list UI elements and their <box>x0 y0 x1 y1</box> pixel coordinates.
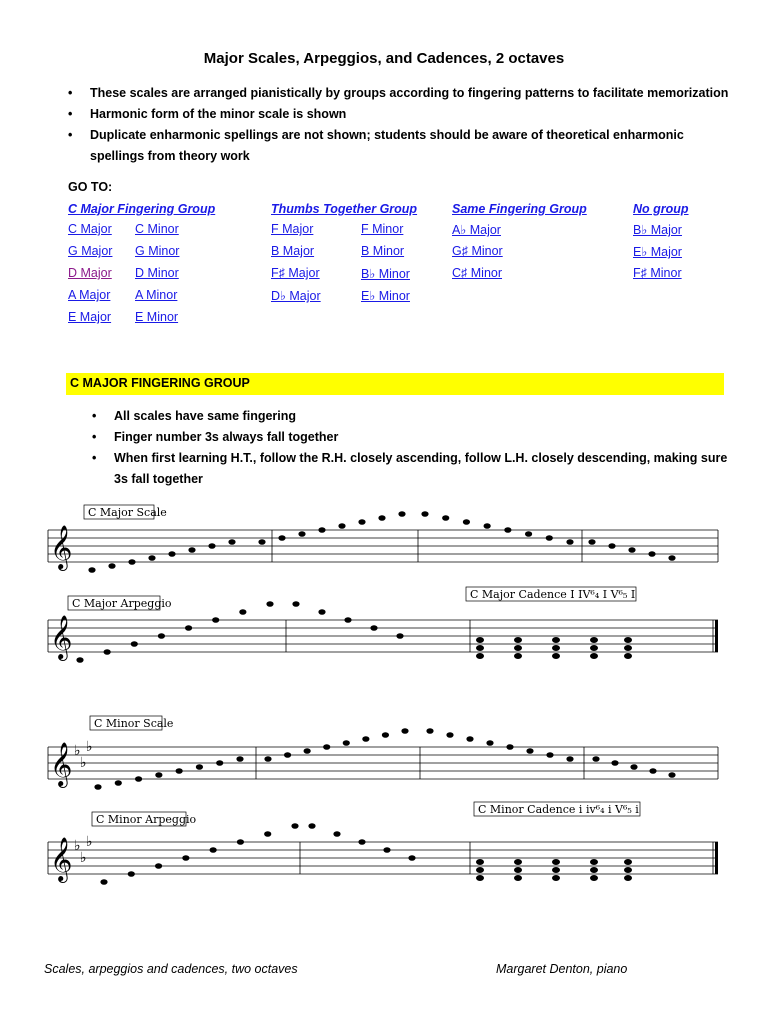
note-head <box>358 519 365 525</box>
chord-note <box>624 859 632 865</box>
section-bullet: • Finger number 3s always fall together <box>90 427 730 448</box>
link-c-minor[interactable]: C Minor <box>135 222 179 236</box>
link-d-flat-major[interactable]: D♭ Major <box>271 289 321 303</box>
note-head <box>484 523 491 529</box>
note-head <box>228 539 235 545</box>
label-c-major-scale: C Major Scale <box>88 506 167 519</box>
label-c-major-arpeggio: C Major Arpeggio <box>72 597 172 610</box>
label-c-minor-cadence: C Minor Cadence i iv⁶₄ i V⁶₅ i <box>478 803 639 816</box>
note-head <box>525 531 532 537</box>
note-head <box>649 768 656 774</box>
note-head <box>212 617 219 623</box>
note-head <box>188 547 195 553</box>
note-head <box>266 601 273 607</box>
chord-note <box>624 637 632 643</box>
link-same-fingering-group[interactable]: Same Fingering Group <box>452 202 587 216</box>
note-head <box>131 641 138 647</box>
note-head <box>362 736 369 742</box>
note-head <box>128 559 135 565</box>
note-head <box>526 748 533 754</box>
link-f-minor[interactable]: F Minor <box>361 222 404 236</box>
note-head <box>135 776 142 782</box>
link-d-minor[interactable]: D Minor <box>135 266 179 280</box>
note-head <box>185 625 192 631</box>
goto-label: GO TO: <box>68 180 113 194</box>
link-f-sharp-major[interactable]: F♯ Major <box>271 266 320 280</box>
note-head <box>486 740 493 746</box>
note-head <box>155 863 162 869</box>
note-head <box>592 756 599 762</box>
note-head <box>236 756 243 762</box>
note-head <box>104 649 111 655</box>
note-head <box>378 515 385 521</box>
intro-bullet: • These scales are arranged pianistically by groups according to fingering patterns to facilitate memorization <box>66 83 736 104</box>
chord-note <box>624 653 632 659</box>
note-head <box>396 633 403 639</box>
note-head <box>168 551 175 557</box>
note-head <box>308 823 315 829</box>
note-head <box>182 855 189 861</box>
note-head <box>94 784 101 790</box>
link-c-major[interactable]: C Major <box>68 222 112 236</box>
chord-note <box>552 653 560 659</box>
chord-note <box>590 875 598 881</box>
treble-clef-icon: 𝄞 <box>50 837 73 881</box>
note-head <box>176 768 183 774</box>
link-g-major[interactable]: G Major <box>68 244 113 258</box>
note-head <box>323 744 330 750</box>
note-head <box>264 831 271 837</box>
note-head <box>333 831 340 837</box>
note-head <box>358 839 365 845</box>
link-c-sharp-minor[interactable]: C♯ Minor <box>452 266 503 280</box>
note-head <box>88 567 95 573</box>
label-c-major-cadence: C Major Cadence I IV⁶₄ I V⁶₅ I <box>470 588 636 601</box>
note-head <box>546 535 553 541</box>
flat-icon: ♭ <box>86 739 93 755</box>
note-head <box>648 551 655 557</box>
music-symbols <box>50 525 93 883</box>
intro-bullet: • Duplicate enharmonic spellings are not shown; students should be aware of theoretical enharmonic spellings from theory work <box>66 125 736 167</box>
note-head <box>628 547 635 553</box>
note-head <box>318 609 325 615</box>
chord-note <box>514 637 522 643</box>
note-head <box>382 732 389 738</box>
note-head <box>210 847 217 853</box>
chord-note <box>552 875 560 881</box>
note-head <box>504 527 511 533</box>
treble-clef-icon: 𝄞 <box>50 615 73 659</box>
note-head <box>258 539 265 545</box>
chord-note <box>514 867 522 873</box>
note-head <box>421 511 428 517</box>
note-head <box>630 764 637 770</box>
chord-note <box>624 645 632 651</box>
link-a-major[interactable]: A Major <box>68 288 111 302</box>
treble-clef-icon: 𝄞 <box>50 742 73 786</box>
note-head <box>318 527 325 533</box>
chord-note <box>590 867 598 873</box>
section-heading: C MAJOR FINGERING GROUP <box>70 376 250 390</box>
note-head <box>401 728 408 734</box>
chord-note <box>590 653 598 659</box>
note-head <box>442 515 449 521</box>
note-head <box>239 609 246 615</box>
note-head <box>566 756 573 762</box>
note-head <box>196 764 203 770</box>
note-head <box>338 523 345 529</box>
note-head <box>566 539 573 545</box>
note-head <box>588 539 595 545</box>
note-head <box>237 839 244 845</box>
link-thumbs-together-group[interactable]: Thumbs Together Group <box>271 202 418 216</box>
chord-note <box>590 859 598 865</box>
link-e-flat-minor[interactable]: E♭ Minor <box>361 289 410 303</box>
flat-icon: ♭ <box>74 838 81 854</box>
link-g-sharp-minor[interactable]: G♯ Minor <box>452 244 503 258</box>
section-bullet: • When first learning H.T., follow the R.H. closely ascending, follow L.H. closely descending, making sure 3s fall together <box>90 448 730 490</box>
chord-note <box>476 645 484 651</box>
chord-note <box>514 875 522 881</box>
note-head <box>611 760 618 766</box>
page-title: Major Scales, Arpeggios, and Cadences, 2 octaves <box>203 50 565 67</box>
note-heads <box>76 511 675 885</box>
note-head <box>463 519 470 525</box>
note-head <box>426 728 433 734</box>
note-head <box>108 563 115 569</box>
link-f-major[interactable]: F Major <box>271 222 314 236</box>
final-barline <box>715 620 718 652</box>
chord-note <box>590 645 598 651</box>
chord-note <box>552 859 560 865</box>
label-c-minor-scale: C Minor Scale <box>94 717 174 730</box>
link-a-flat-major[interactable]: A♭ Major <box>452 223 501 237</box>
note-head <box>264 756 271 762</box>
note-head <box>398 511 405 517</box>
note-head <box>100 879 107 885</box>
link-b-major[interactable]: B Major <box>271 244 315 258</box>
chord-note <box>624 867 632 873</box>
note-head <box>208 543 215 549</box>
chord-note <box>514 653 522 659</box>
note-head <box>284 752 291 758</box>
chord-note <box>552 867 560 873</box>
note-head <box>158 633 165 639</box>
note-head <box>292 601 299 607</box>
chord-note <box>624 875 632 881</box>
note-head <box>608 543 615 549</box>
chord-note <box>552 637 560 643</box>
link-no-group[interactable]: No group <box>633 202 689 216</box>
note-head <box>148 555 155 561</box>
final-barline <box>715 842 718 874</box>
flat-icon: ♭ <box>86 834 93 850</box>
chord-note <box>514 859 522 865</box>
link-b-minor[interactable]: B Minor <box>361 244 405 258</box>
link-c-major-fingering-group[interactable]: C Major Fingering Group <box>68 202 216 216</box>
note-head <box>446 732 453 738</box>
treble-clef-icon: 𝄞 <box>50 525 73 569</box>
footer-left: Scales, arpeggios and cadences, two octaves <box>44 962 298 976</box>
link-e-major[interactable]: E Major <box>68 310 112 324</box>
flat-icon: ♭ <box>80 850 87 866</box>
note-head <box>370 625 377 631</box>
note-head <box>128 871 135 877</box>
link-f-sharp-minor[interactable]: F♯ Minor <box>633 266 682 280</box>
note-head <box>304 748 311 754</box>
note-head <box>344 617 351 623</box>
note-head <box>291 823 298 829</box>
intro-bullet: • Harmonic form of the minor scale is shown <box>66 104 736 125</box>
note-head <box>668 555 675 561</box>
note-head <box>383 847 390 853</box>
flat-icon: ♭ <box>80 755 87 771</box>
footer-right: Margaret Denton, piano <box>496 962 628 976</box>
link-e-minor[interactable]: E Minor <box>135 310 179 324</box>
note-head <box>506 744 513 750</box>
chord-note <box>476 875 484 881</box>
flat-icon: ♭ <box>74 743 81 759</box>
link-a-minor[interactable]: A Minor <box>135 288 178 302</box>
chord-note <box>590 637 598 643</box>
note-head <box>76 657 83 663</box>
note-head <box>155 772 162 778</box>
note-head <box>668 772 675 778</box>
note-head <box>546 752 553 758</box>
chord-note <box>552 645 560 651</box>
link-b-flat-major[interactable]: B♭ Major <box>633 223 682 237</box>
note-head <box>298 531 305 537</box>
link-e-flat-major[interactable]: E♭ Major <box>633 245 682 259</box>
chord-note <box>476 653 484 659</box>
chord-note <box>476 637 484 643</box>
note-head <box>278 535 285 541</box>
section-bullet: • All scales have same fingering <box>90 406 730 427</box>
chord-note <box>514 645 522 651</box>
label-c-minor-arpeggio: C Minor Arpeggio <box>96 813 197 826</box>
note-head <box>466 736 473 742</box>
link-d-major[interactable]: D Major <box>68 266 112 280</box>
chord-note <box>476 867 484 873</box>
note-head <box>115 780 122 786</box>
note-head <box>343 740 350 746</box>
link-b-flat-minor[interactable]: B♭ Minor <box>361 267 410 281</box>
note-head <box>408 855 415 861</box>
chord-note <box>476 859 484 865</box>
link-g-minor[interactable]: G Minor <box>135 244 180 258</box>
note-head <box>216 760 223 766</box>
